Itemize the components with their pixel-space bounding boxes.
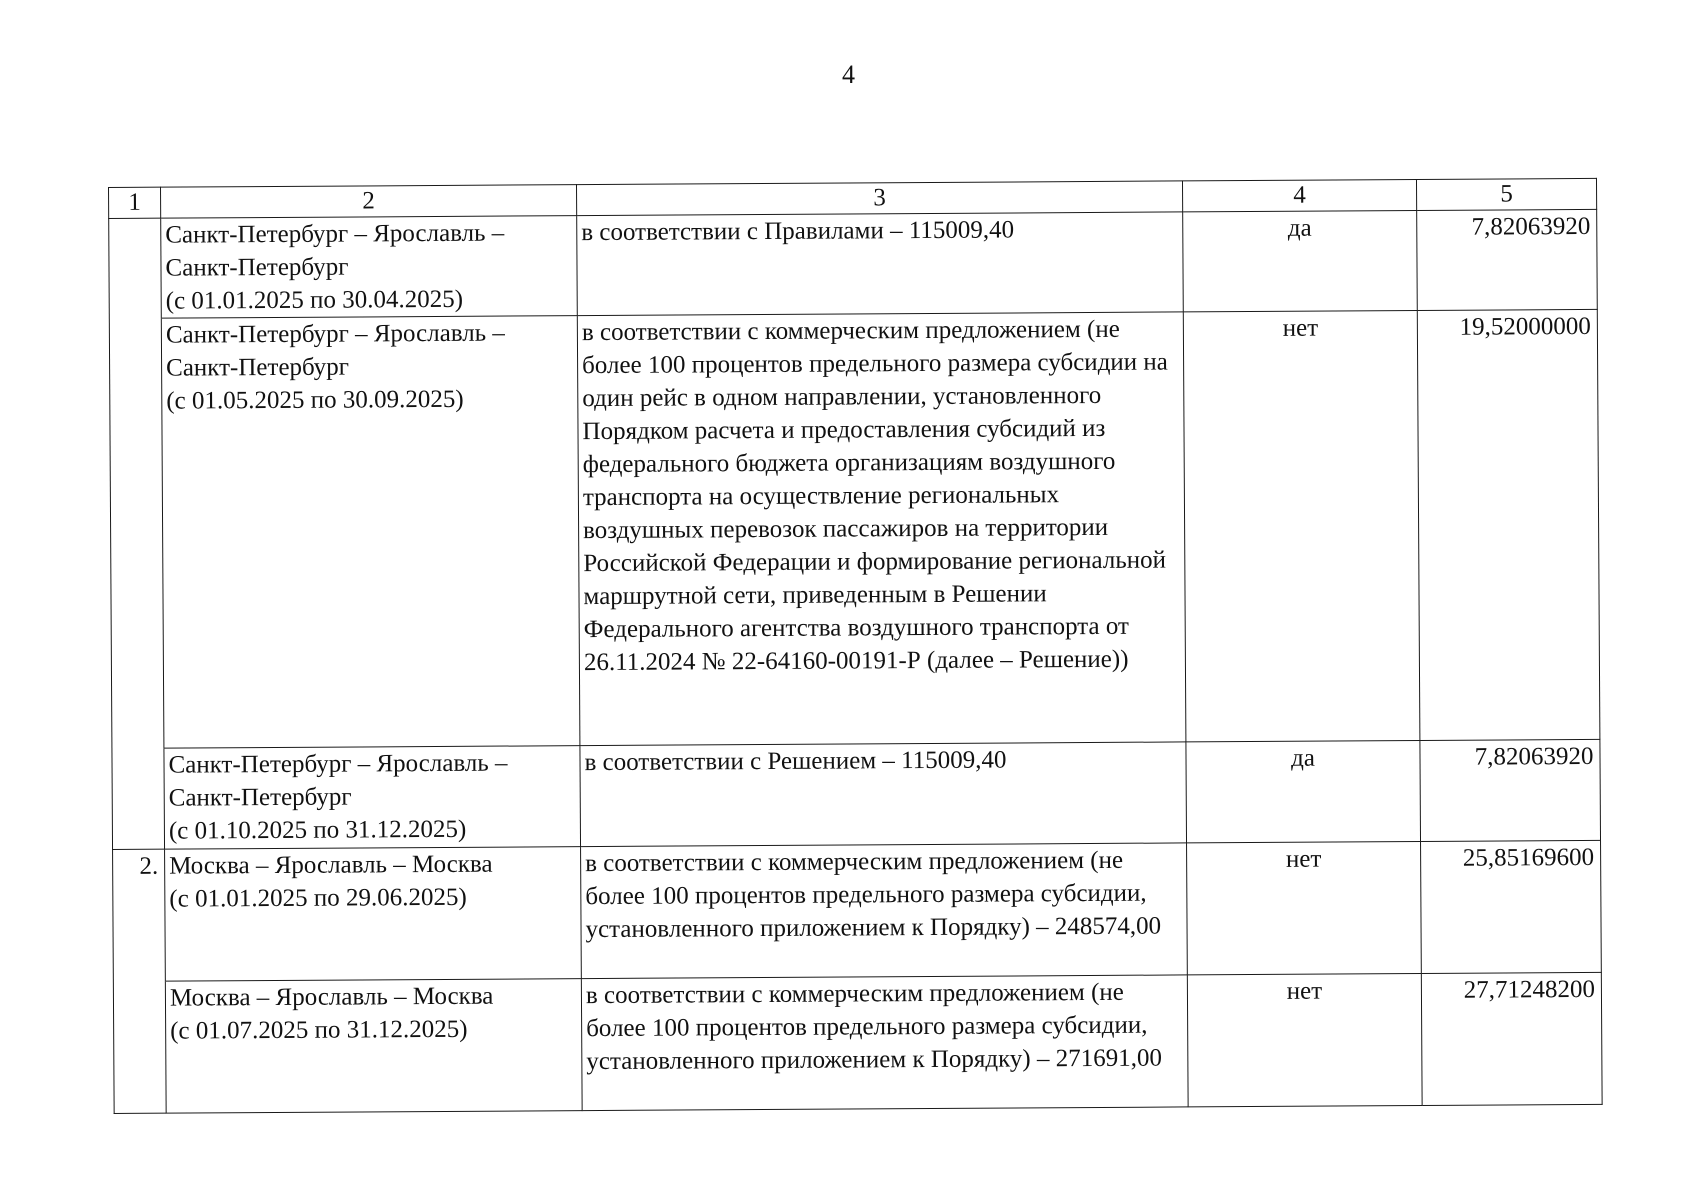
route-period: (с 01.10.2025 по 31.12.2025)	[168, 815, 467, 845]
route-period: (с 01.07.2025 по 31.12.2025)	[170, 1015, 468, 1045]
route-name: Санкт-Петербург – Ярославль –	[165, 319, 505, 349]
row-number: 2.	[113, 849, 166, 981]
row-number	[113, 981, 166, 1113]
value-cell: 27,71248200	[1421, 972, 1602, 1105]
value-cell: 25,85169600	[1421, 840, 1602, 973]
subsidy-table-wrapper	[108, 178, 1602, 1114]
table-row	[112, 739, 1601, 849]
route-cell	[161, 316, 580, 749]
route-name: Москва – Ярославль – Москва	[169, 850, 493, 880]
column-number: 3	[576, 181, 1182, 216]
column-number: 2	[161, 185, 577, 219]
column-number: 5	[1416, 178, 1596, 210]
route-cell	[165, 847, 582, 982]
table-row	[113, 972, 1602, 1113]
flag-cell: нет	[1183, 311, 1420, 742]
route-name: Санкт-Петербург – Ярославль –	[168, 749, 508, 779]
basis-cell: в соответствии с Правилами – 115009,40	[577, 212, 1184, 316]
flag-cell: нет	[1187, 973, 1422, 1106]
route-cell	[161, 216, 578, 319]
route-period: (с 01.05.2025 по 30.09.2025)	[166, 385, 464, 415]
row-number	[112, 748, 165, 849]
route-cell	[165, 979, 582, 1114]
value-cell: 7,82063920	[1417, 209, 1598, 310]
basis-cell: в соответствии с коммерческим предложением (не более 100 процентов предельного размера субсидии, установленного приложением к Порядку) – 271691,00	[581, 975, 1188, 1111]
basis-cell: в соответствии с коммерческим предложением (не более 100 процентов предельного размера субсидии, установленного приложением к Порядку) – 248574,00	[581, 843, 1188, 979]
route-cell	[164, 746, 581, 850]
route-name: Санкт-Петербург – Ярославль –	[165, 219, 505, 249]
basis-cell: в соответствии с Решением – 115009,40	[580, 742, 1187, 847]
route-name-cont: Санкт-Петербург	[166, 353, 350, 382]
subsidy-table	[108, 178, 1603, 1114]
flag-cell: нет	[1187, 841, 1422, 974]
page-number: 4	[842, 60, 855, 89]
flag-cell: да	[1186, 740, 1421, 842]
row-number	[109, 218, 162, 318]
flag-cell: да	[1183, 211, 1418, 312]
route-period: (с 01.01.2025 по 30.04.2025)	[165, 285, 464, 315]
row-number	[109, 318, 164, 748]
value-cell: 19,52000000	[1417, 309, 1600, 740]
value-cell: 7,82063920	[1420, 739, 1601, 841]
route-name: Москва – Ярославль – Москва	[169, 982, 494, 1012]
route-name-cont: Санкт-Петербург	[165, 253, 349, 282]
column-number: 4	[1182, 180, 1416, 212]
basis-cell: в соответствии с коммерческим предложением (не более 100 процентов предельного размера субсидии на один рейс в одном направлении, установленного Порядком расчета и предоставления субсидий из федерального бюджета организациям воздушного транспорта на осуществление региональных воздушных перевозок пассажиров на территории Российской Федерации и формирование региональной маршрутной сети, приведенным в Решении Федерального агентства воздушного транспорта от 26.11.2024 № 22-64160-00191-Р (далее – Решение))	[577, 312, 1186, 746]
table-row	[113, 840, 1602, 981]
column-number: 1	[109, 187, 161, 218]
route-name-cont: Санкт-Петербург	[168, 783, 352, 812]
table-row	[109, 309, 1600, 748]
table-row	[109, 209, 1598, 318]
route-period: (с 01.01.2025 по 29.06.2025)	[169, 883, 467, 913]
